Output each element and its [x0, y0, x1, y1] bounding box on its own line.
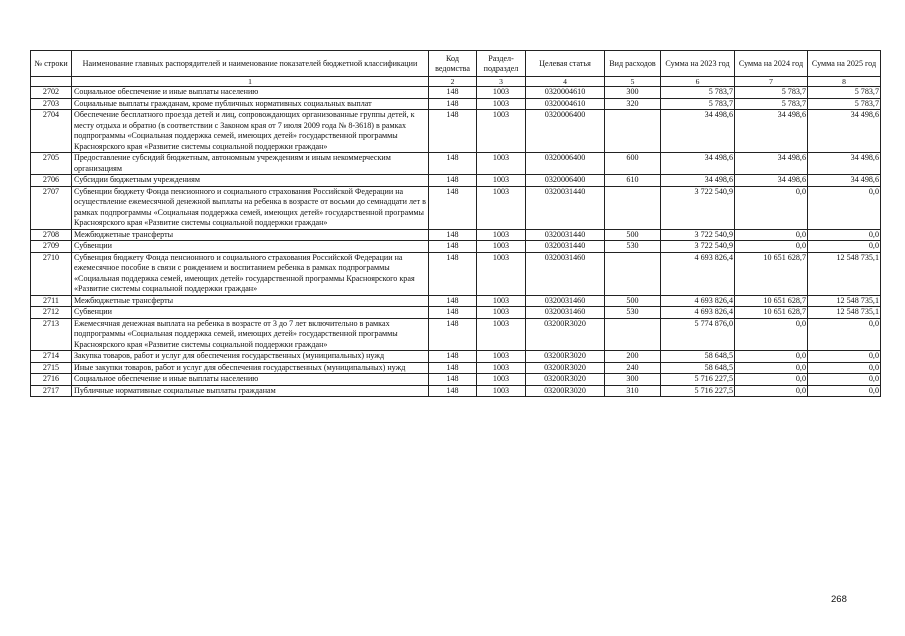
expense-type: 530: [605, 241, 661, 253]
sum-2024: 5 783,7: [735, 98, 808, 110]
sum-2023: 34 498,6: [661, 110, 735, 153]
department-code: 148: [429, 374, 477, 386]
sum-2024: 0,0: [735, 385, 808, 397]
target-article: 03200R3020: [526, 351, 605, 363]
section-code: 1003: [477, 374, 526, 386]
target-article: 03200R3020: [526, 362, 605, 374]
page-number: 268: [831, 594, 847, 605]
table-row: [31, 318, 881, 351]
sum-2024: 5 783,7: [735, 87, 808, 99]
department-code: 148: [429, 362, 477, 374]
table-row: [31, 374, 881, 386]
sum-2025: 0,0: [808, 374, 881, 386]
column-number: 6: [661, 77, 735, 87]
sum-2025: 12 548 735,1: [808, 307, 881, 319]
sum-2024: 0,0: [735, 318, 808, 351]
section-code: 1003: [477, 153, 526, 175]
expense-type: 300: [605, 87, 661, 99]
sum-2025: 5 783,7: [808, 98, 881, 110]
target-article: 03200R3020: [526, 318, 605, 351]
row-name: Ежемесячная денежная выплата на ребенка в возрасте от 3 до 7 лет включительно в рамках подпрограммы «Социальная поддержка семей, имеющих детей» государственной программы Красноярского края «Развитие системы социальной поддержки граждан»: [72, 318, 429, 351]
target-article: 0320006400: [526, 175, 605, 187]
department-code: 148: [429, 241, 477, 253]
row-number: 2702: [31, 87, 72, 99]
expense-type: 320: [605, 98, 661, 110]
row-number: 2713: [31, 318, 72, 351]
row-number: 2705: [31, 153, 72, 175]
sum-2023: 4 693 826,4: [661, 295, 735, 307]
target-article: 0320031440: [526, 229, 605, 241]
column-number: 4: [526, 77, 605, 87]
column-number: 7: [735, 77, 808, 87]
expense-type: [605, 186, 661, 229]
department-code: 148: [429, 318, 477, 351]
target-article: 0320031440: [526, 241, 605, 253]
row-number: 2717: [31, 385, 72, 397]
header-name: Наименование главных распорядителей и наименование показателей бюджетной классификации: [72, 51, 429, 77]
row-number: 2710: [31, 252, 72, 295]
department-code: 148: [429, 307, 477, 319]
target-article: 03200R3020: [526, 385, 605, 397]
budget-table: [30, 50, 881, 397]
sum-2025: 0,0: [808, 186, 881, 229]
sum-2024: 0,0: [735, 241, 808, 253]
expense-type: 300: [605, 374, 661, 386]
table-row: [31, 351, 881, 363]
section-code: 1003: [477, 295, 526, 307]
target-article: 0320031460: [526, 295, 605, 307]
row-name: Субвенции бюджету Фонда пенсионного и социального страхования Российской Федерации на осуществление ежемесячной денежной выплаты на ребенка в возрасте от восьми до семнадцати лет в рамках подпрограммы «Социальная поддержка семей, имеющих детей» государственной программы Красноярского края «Развитие системы социальной поддержки граждан»: [72, 186, 429, 229]
sum-2025: 34 498,6: [808, 175, 881, 187]
section-code: 1003: [477, 186, 526, 229]
section-code: 1003: [477, 351, 526, 363]
table-row: [31, 153, 881, 175]
row-name: Социальное обеспечение и иные выплаты населению: [72, 374, 429, 386]
header-row-number: № строки: [31, 51, 72, 77]
expense-type: 600: [605, 153, 661, 175]
column-number: 8: [808, 77, 881, 87]
department-code: 148: [429, 229, 477, 241]
table-row: [31, 110, 881, 153]
header-target-article: Целевая статья: [526, 51, 605, 77]
table-row: [31, 307, 881, 319]
sum-2024: 34 498,6: [735, 153, 808, 175]
department-code: 148: [429, 110, 477, 153]
table-row: [31, 175, 881, 187]
table-row: [31, 241, 881, 253]
row-number: 2715: [31, 362, 72, 374]
sum-2023: 4 693 826,4: [661, 252, 735, 295]
sum-2025: 0,0: [808, 351, 881, 363]
budget-document: [30, 50, 880, 397]
section-code: 1003: [477, 229, 526, 241]
sum-2025: 0,0: [808, 229, 881, 241]
sum-2025: 0,0: [808, 385, 881, 397]
header-sum-2023: Сумма на 2023 год: [661, 51, 735, 77]
expense-type: [605, 252, 661, 295]
table-row: [31, 186, 881, 229]
department-code: 148: [429, 175, 477, 187]
row-number: 2704: [31, 110, 72, 153]
table-row: [31, 252, 881, 295]
sum-2023: 5 716 227,5: [661, 385, 735, 397]
target-article: 0320006400: [526, 153, 605, 175]
sum-2024: 34 498,6: [735, 110, 808, 153]
section-code: 1003: [477, 307, 526, 319]
sum-2024: 34 498,6: [735, 175, 808, 187]
sum-2023: 58 648,5: [661, 351, 735, 363]
expense-type: [605, 110, 661, 153]
expense-type: [605, 318, 661, 351]
row-number: 2703: [31, 98, 72, 110]
sum-2024: 0,0: [735, 186, 808, 229]
row-name: Предоставление субсидий бюджетным, автономным учреждениям и иным некоммерческим организациям: [72, 153, 429, 175]
department-code: 148: [429, 87, 477, 99]
column-number: [31, 77, 72, 87]
column-number-row: [31, 77, 881, 87]
row-number: 2707: [31, 186, 72, 229]
sum-2025: 0,0: [808, 318, 881, 351]
column-number: 5: [605, 77, 661, 87]
sum-2023: 3 722 540,9: [661, 229, 735, 241]
table-row: [31, 385, 881, 397]
table-body: [31, 87, 881, 397]
row-number: 2714: [31, 351, 72, 363]
expense-type: 240: [605, 362, 661, 374]
column-number: 3: [477, 77, 526, 87]
sum-2023: 5 783,7: [661, 87, 735, 99]
department-code: 148: [429, 186, 477, 229]
expense-type: 500: [605, 229, 661, 241]
row-name: Межбюджетные трансферты: [72, 229, 429, 241]
department-code: 148: [429, 351, 477, 363]
sum-2023: 3 722 540,9: [661, 241, 735, 253]
table-row: [31, 295, 881, 307]
target-article: 0320006400: [526, 110, 605, 153]
row-number: 2708: [31, 229, 72, 241]
expense-type: 500: [605, 295, 661, 307]
row-number: 2706: [31, 175, 72, 187]
sum-2023: 4 693 826,4: [661, 307, 735, 319]
section-code: 1003: [477, 252, 526, 295]
sum-2025: 5 783,7: [808, 87, 881, 99]
sum-2025: 34 498,6: [808, 110, 881, 153]
header-expense-type: Вид расходов: [605, 51, 661, 77]
sum-2025: 12 548 735,1: [808, 252, 881, 295]
row-number: 2716: [31, 374, 72, 386]
sum-2024: 10 651 628,7: [735, 252, 808, 295]
row-name: Обеспечение бесплатного проезда детей и лиц, сопровождающих организованные группы детей, к месту отдыха и обратно (в соответствии с Законом края от 7 июля 2009 года № 8-3618) в рамках подпрограммы «Социальная поддержка семей, имеющих детей» государственной программы Красноярского края «Развитие системы социальной поддержки граждан»: [72, 110, 429, 153]
header-department-code: Код ведомства: [429, 51, 477, 77]
department-code: 148: [429, 295, 477, 307]
section-code: 1003: [477, 385, 526, 397]
row-number: 2711: [31, 295, 72, 307]
sum-2025: 34 498,6: [808, 153, 881, 175]
section-code: 1003: [477, 241, 526, 253]
target-article: 0320031460: [526, 252, 605, 295]
section-code: 1003: [477, 87, 526, 99]
department-code: 148: [429, 252, 477, 295]
row-name: Публичные нормативные социальные выплаты гражданам: [72, 385, 429, 397]
expense-type: 200: [605, 351, 661, 363]
sum-2025: 0,0: [808, 241, 881, 253]
sum-2023: 5 716 227,5: [661, 374, 735, 386]
section-code: 1003: [477, 175, 526, 187]
header-section: Раздел-подраздел: [477, 51, 526, 77]
table-row: [31, 98, 881, 110]
sum-2023: 3 722 540,9: [661, 186, 735, 229]
row-name: Субвенции: [72, 241, 429, 253]
row-name: Социальное обеспечение и иные выплаты населению: [72, 87, 429, 99]
department-code: 148: [429, 153, 477, 175]
sum-2025: 0,0: [808, 362, 881, 374]
sum-2024: 0,0: [735, 362, 808, 374]
row-name: Социальные выплаты гражданам, кроме публичных нормативных социальных выплат: [72, 98, 429, 110]
row-name: Субсидии бюджетным учреждениям: [72, 175, 429, 187]
target-article: 0320004610: [526, 87, 605, 99]
row-name: Субвенции: [72, 307, 429, 319]
sum-2024: 10 651 628,7: [735, 295, 808, 307]
sum-2025: 12 548 735,1: [808, 295, 881, 307]
target-article: 0320031460: [526, 307, 605, 319]
sum-2023: 34 498,6: [661, 175, 735, 187]
header-sum-2025: Сумма на 2025 год: [808, 51, 881, 77]
section-code: 1003: [477, 318, 526, 351]
sum-2023: 58 648,5: [661, 362, 735, 374]
table-row: [31, 87, 881, 99]
header-row: [31, 51, 881, 77]
sum-2023: 5 783,7: [661, 98, 735, 110]
row-number: 2712: [31, 307, 72, 319]
target-article: 0320004610: [526, 98, 605, 110]
sum-2024: 0,0: [735, 229, 808, 241]
target-article: 0320031440: [526, 186, 605, 229]
section-code: 1003: [477, 110, 526, 153]
expense-type: 310: [605, 385, 661, 397]
sum-2024: 10 651 628,7: [735, 307, 808, 319]
row-number: 2709: [31, 241, 72, 253]
sum-2023: 34 498,6: [661, 153, 735, 175]
expense-type: 530: [605, 307, 661, 319]
column-number: 2: [429, 77, 477, 87]
section-code: 1003: [477, 98, 526, 110]
sum-2023: 5 774 876,0: [661, 318, 735, 351]
header-sum-2024: Сумма на 2024 год: [735, 51, 808, 77]
target-article: 03200R3020: [526, 374, 605, 386]
table-row: [31, 229, 881, 241]
column-number: 1: [72, 77, 429, 87]
sum-2024: 0,0: [735, 374, 808, 386]
department-code: 148: [429, 385, 477, 397]
row-name: Иные закупки товаров, работ и услуг для обеспечения государственных (муниципальных) нужд: [72, 362, 429, 374]
row-name: Закупка товаров, работ и услуг для обеспечения государственных (муниципальных) нужд: [72, 351, 429, 363]
department-code: 148: [429, 98, 477, 110]
table-row: [31, 362, 881, 374]
row-name: Межбюджетные трансферты: [72, 295, 429, 307]
row-name: Субвенция бюджету Фонда пенсионного и социального страхования Российской Федерации на ежемесячное пособие в связи с рождением и воспитанием ребенка в рамках подпрограммы «Социальная поддержка семей, имеющих детей» государственной программы Красноярского края «Развитие системы социальной поддержки граждан»: [72, 252, 429, 295]
expense-type: 610: [605, 175, 661, 187]
section-code: 1003: [477, 362, 526, 374]
sum-2024: 0,0: [735, 351, 808, 363]
